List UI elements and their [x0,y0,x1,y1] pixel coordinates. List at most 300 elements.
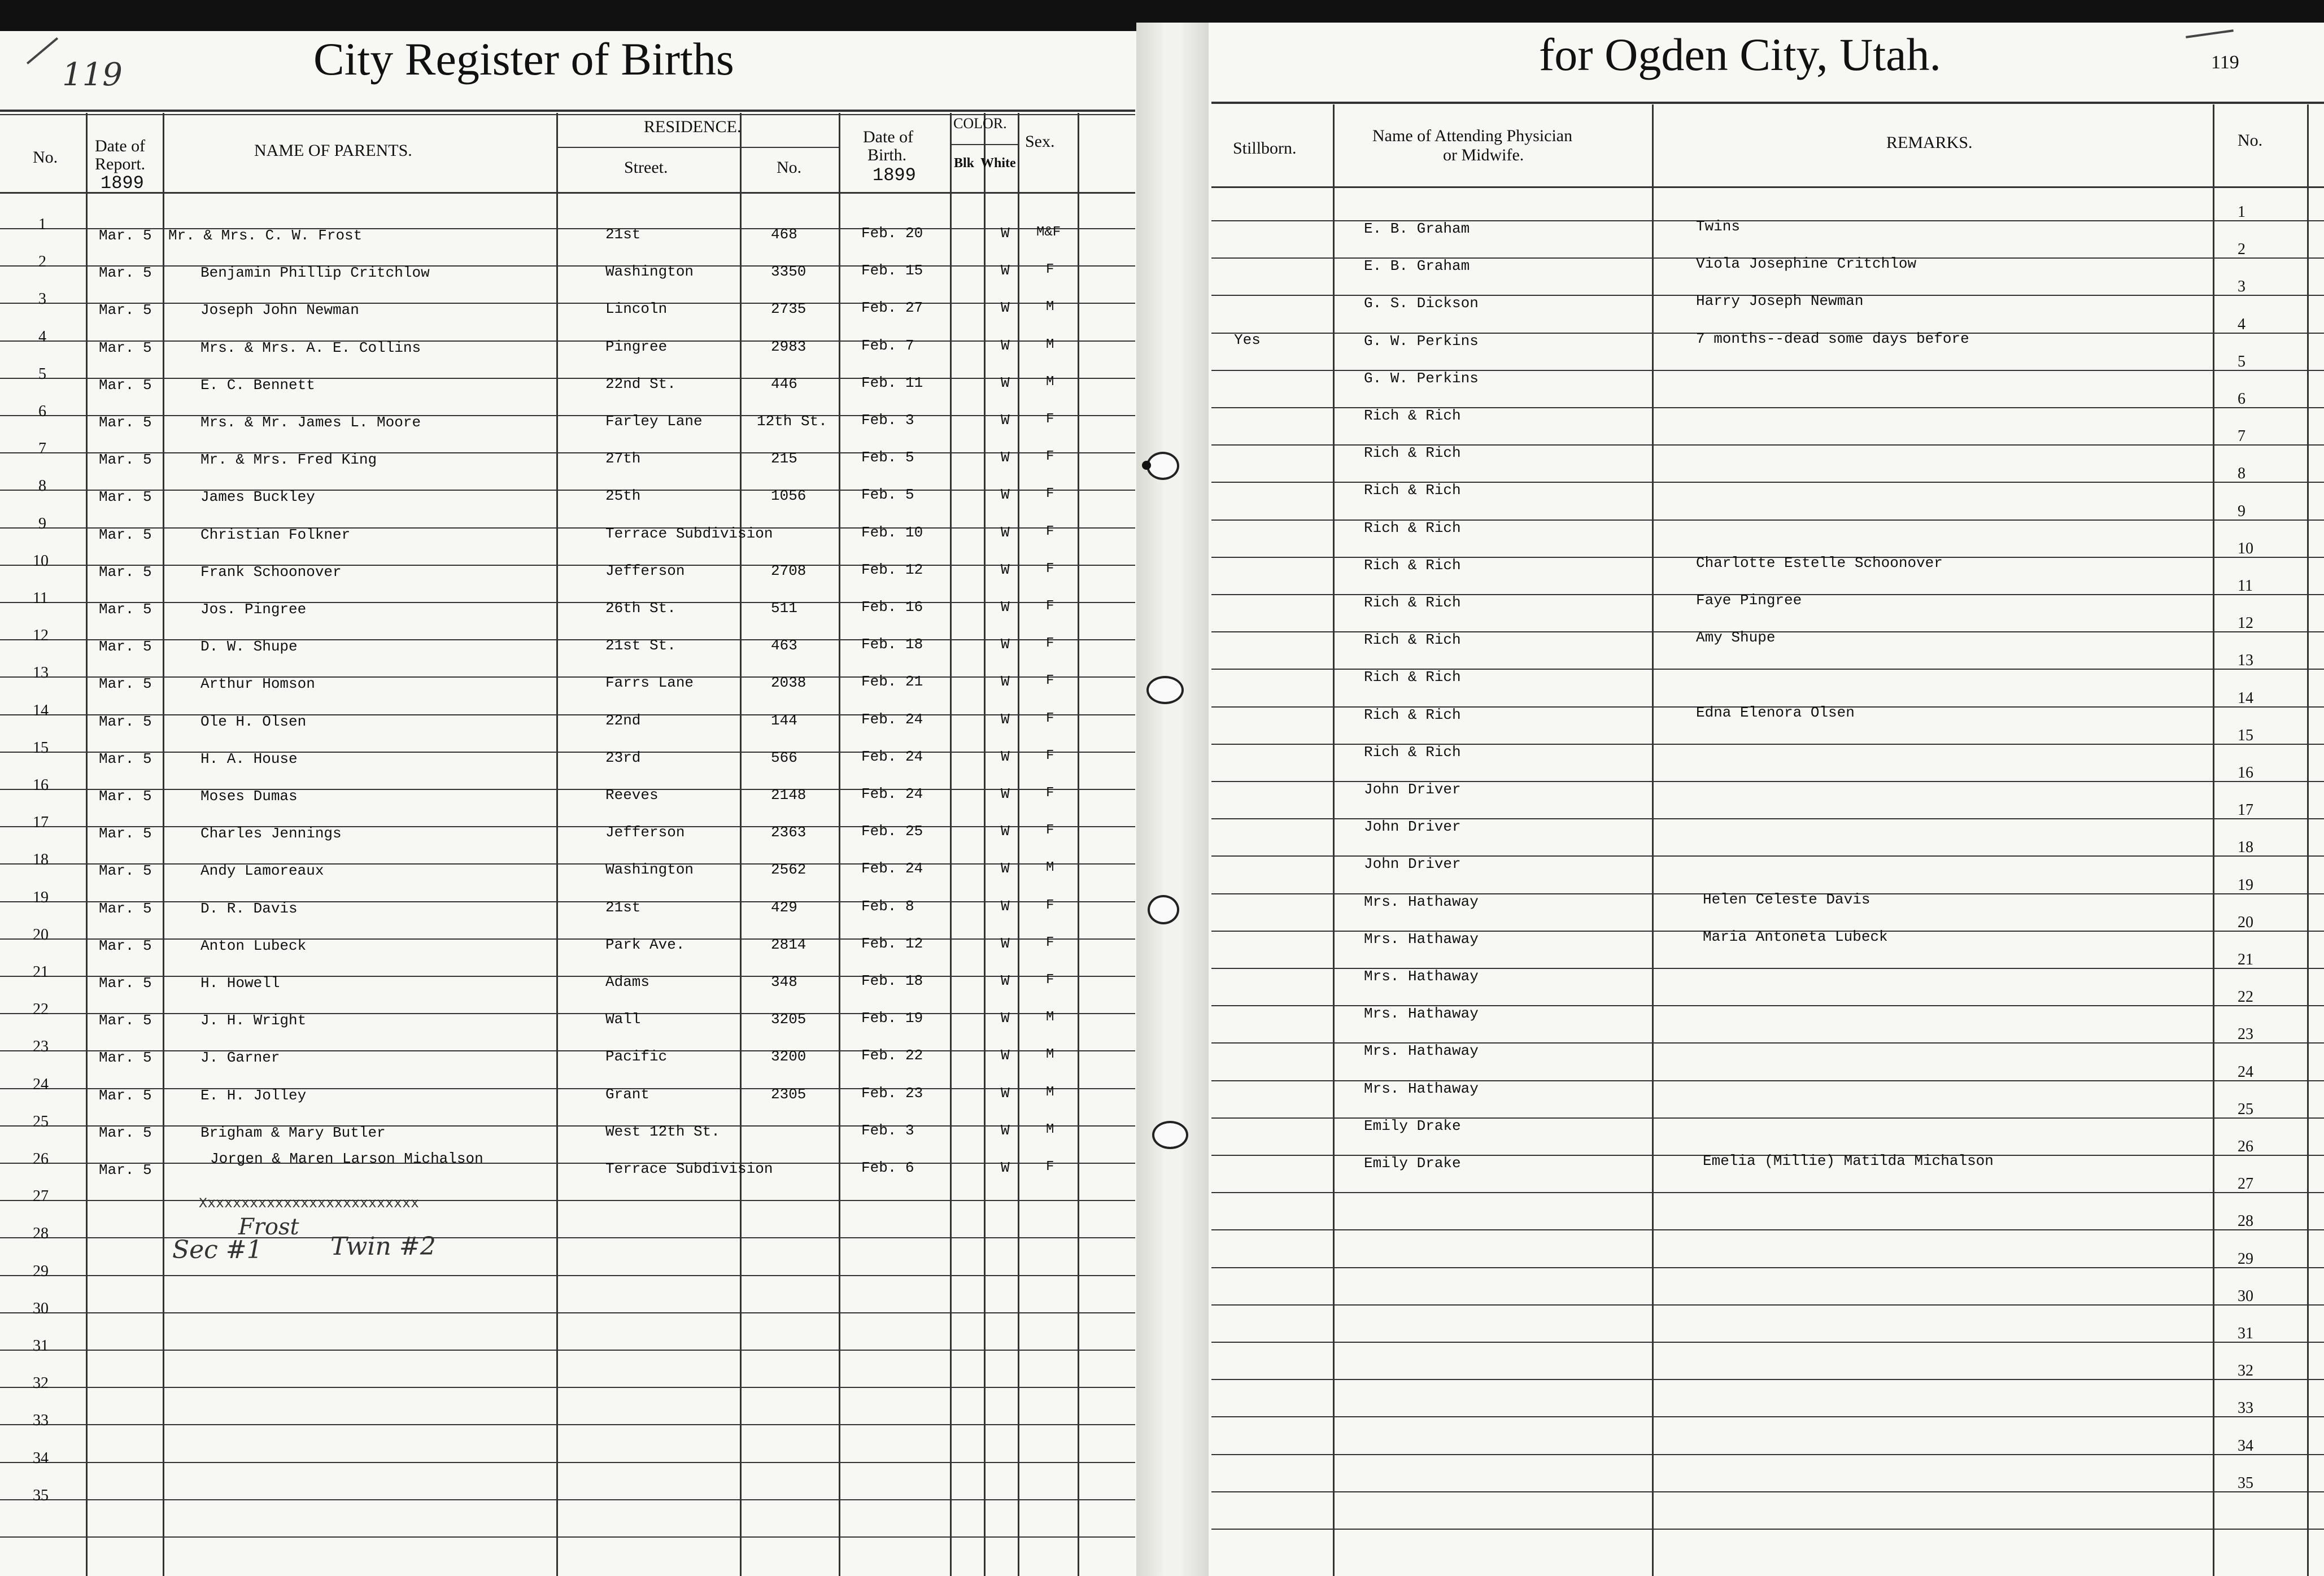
residence-street: Adams [605,973,650,990]
handwritten-sec: Sec #1 [172,1236,263,1264]
parents-name: Andy Lamoreaux [200,862,324,880]
row-number-left: 26 [33,1150,49,1168]
birth-date: Feb. 24 [861,785,923,802]
left-row-rule [0,1237,1135,1238]
color-white: W [1001,785,1010,802]
report-date: Mar. 5 [99,862,152,880]
residence-street: Grant [605,1085,650,1103]
residence-street: Park Ave. [605,936,685,953]
row-number-right: 21 [2238,951,2253,968]
residence-street: Jefferson [605,562,685,579]
color-white: W [1001,972,1010,989]
birth-date: Feb. 23 [861,1084,923,1102]
handwritten-frost: Frost [238,1214,299,1240]
sex: F [1046,710,1054,726]
residence-street: Farrs Lane [605,674,694,692]
birth-date: Feb. 27 [861,299,923,317]
left-column-rule [1018,113,1019,1576]
sex: M [1046,1121,1054,1137]
row-number-left: 30 [33,1299,49,1317]
parents-name: Christian Folkner [200,526,351,543]
right-row-rule [1211,1416,2324,1417]
row-number-left: 33 [33,1412,49,1430]
right-row-rule [1211,1454,2324,1455]
physician-name: Emily Drake [1364,1155,1461,1172]
sex: M [1046,374,1054,390]
physician-name: Rich & Rich [1364,594,1461,611]
right-edge-rule [2307,104,2309,1576]
report-date: Mar. 5 [99,1049,152,1067]
row-number-left: 4 [38,328,46,346]
header-color: COLOR. [953,115,1007,132]
header-report-year: 1899 [101,173,144,194]
color-white: W [1001,673,1010,691]
sex: F [1046,599,1054,614]
sex: M [1046,299,1054,315]
sex: F [1046,412,1054,427]
row-number-left: 31 [33,1337,49,1355]
physician-name: E. B. Graham [1364,257,1470,275]
residence-street: Washington [605,861,694,879]
residence-no: 2038 [771,674,806,692]
residence-street: Terrace Subdivision [605,1160,773,1177]
residence-street: Terrace Subdivision [605,525,773,542]
header-physician-1: Name of Attending Physician [1372,126,1573,145]
report-date: Mar. 5 [99,376,152,394]
left-row-rule [0,714,1135,715]
physician-name: Mrs. Hathaway [1364,930,1479,948]
parents-name: Mrs. & Mrs. A. E. Collins [200,339,421,356]
parents-name: Benjamin Phillip Critchlow [200,264,430,282]
right-header-bottom-rule [1211,186,2324,188]
residence-no: 3205 [771,1011,806,1028]
residence-street: 21st St. [605,637,676,654]
physician-name: John Driver [1364,855,1461,873]
left-page [0,31,1136,1576]
binder-hole-1 [1146,452,1179,480]
row-number-right: 24 [2238,1063,2253,1081]
row-number-right: 15 [2238,726,2253,744]
physician-name: Mrs. Hathaway [1364,968,1479,985]
left-row-rule [0,901,1135,902]
color-white: W [1001,823,1010,840]
color-white: W [1001,412,1010,429]
parents-name: E. C. Bennett [200,376,315,394]
register-title-right: for Ogden City, Utah. [1539,29,1942,80]
parents-name: H. A. House [200,750,298,767]
residence-street: Pacific [605,1048,668,1066]
row-number-right: 26 [2238,1138,2253,1155]
physician-name: G. W. Perkins [1364,369,1479,387]
left-column-rule [86,113,88,1576]
residence-street: Wall [605,1011,641,1028]
birth-date: Feb. 24 [861,860,923,878]
residence-no: 12th St. [757,413,827,430]
left-column-rule [950,113,952,1576]
left-row-rule [0,602,1135,603]
birth-date: Feb. 7 [861,337,914,354]
left-header-bottom-rule [0,192,1135,194]
left-row-rule [0,1536,1135,1538]
row-number-left: 5 [38,365,46,383]
remarks-text: Emelia (Millie) Matilda Michalson [1703,1152,1994,1169]
birth-date: Feb. 3 [861,1121,914,1139]
physician-name: Mrs. Hathaway [1364,1042,1479,1060]
row-number-left: 8 [38,477,46,495]
parents-name: E. H. Jolley [200,1086,307,1104]
physician-name: Rich & Rich [1364,669,1461,686]
left-row-rule [0,676,1135,678]
row-number-left: 12 [33,627,49,645]
birth-date: Feb. 19 [861,1010,923,1027]
parents-name: Frank Schoonover [200,563,342,580]
color-white: W [1001,337,1010,354]
header-street: Street. [624,158,668,177]
header-date-of-report-1: Date of [95,137,146,155]
row-number-left: 15 [33,739,49,757]
left-row-rule [0,1200,1135,1201]
physician-name: Rich & Rich [1364,407,1461,424]
struck-out-name: Xxxxxxxxxxxxxxxxxxxxxxxxxx [199,1195,420,1212]
residence-no: 463 [771,637,797,654]
sex: M [1046,860,1054,876]
row-number-right: 33 [2238,1399,2253,1417]
row-number-left: 9 [38,514,46,532]
row-number-right: 11 [2238,577,2253,595]
left-row-rule [0,1312,1135,1313]
right-row-rule [1211,1304,2324,1306]
row-number-left: 22 [33,1001,49,1019]
report-date: Mar. 5 [99,750,152,767]
birth-date: Feb. 15 [861,262,923,280]
row-number-right: 29 [2238,1250,2253,1268]
color-white: W [1001,1159,1010,1176]
parents-name: H. Howell [200,975,280,992]
row-number-right: 30 [2238,1287,2253,1305]
residence-street: 22nd [605,711,641,729]
residence-street: 21st [605,898,641,916]
row-number-right: 13 [2238,652,2253,670]
row-number-left: 34 [33,1449,49,1467]
sex: F [1046,262,1054,278]
remarks-text: Charlotte Estelle Schoonover [1696,554,1943,571]
header-residence: RESIDENCE. [644,117,742,136]
right-row-rule [1211,1267,2324,1268]
sex: F [1046,748,1054,763]
color-white: W [1001,1121,1010,1139]
row-number-left: 32 [33,1374,49,1392]
birth-date: Feb. 12 [861,935,923,952]
report-date: Mar. 5 [99,488,152,506]
sex: M [1046,337,1054,352]
row-number-left: 29 [33,1262,49,1280]
physician-name: Emily Drake [1364,1117,1461,1134]
residence-no: 2562 [771,861,806,879]
residence-street: Reeves [605,787,659,804]
sex: M&F [1036,225,1061,240]
residence-no: 1056 [771,487,806,505]
row-number-right: 2 [2238,241,2245,259]
header-blk: Blk [954,156,975,171]
row-number-left: 25 [33,1112,49,1130]
left-row-rule [0,452,1135,453]
header-no: No. [33,148,58,167]
row-number-left: 3 [38,290,46,308]
parents-name: Brigham & Mary Butler [200,1124,386,1141]
remarks-text: Twins [1696,218,1741,235]
report-date: Mar. 5 [99,601,152,618]
birth-date: Feb. 16 [861,599,923,615]
parents-name: Moses Dumas [200,788,298,805]
left-row-rule [0,826,1135,827]
row-number-right: 16 [2238,764,2253,782]
physician-name: Rich & Rich [1364,482,1461,499]
binder-hole-2 [1146,676,1184,704]
sex: F [1046,561,1054,577]
remarks-text: 7 months--dead some days before [1696,330,1969,347]
physician-name: Rich & Rich [1364,631,1461,649]
left-row-rule [0,415,1135,416]
report-date: Mar. 5 [99,675,152,693]
color-white: W [1001,1010,1010,1027]
parents-name: James Buckley [200,488,315,506]
birth-date: Feb. 5 [861,486,914,504]
header-remarks: REMARKS. [1886,133,1973,152]
report-date: Mar. 5 [99,563,152,580]
row-number-left: 2 [38,253,46,271]
row-number-right: 22 [2238,988,2253,1006]
residence-street: Lincoln [605,300,668,318]
physician-name: Rich & Rich [1364,444,1461,462]
color-white: W [1001,449,1010,466]
report-date: Mar. 5 [99,900,152,917]
birth-date: Feb. 8 [861,897,914,915]
birth-date: Feb. 22 [861,1047,923,1064]
header-date-of-report-2: Report. [95,155,146,173]
report-date: Mar. 5 [99,1086,152,1104]
left-column-rule [556,113,558,1576]
color-white: W [1001,599,1010,615]
report-date: Mar. 5 [99,713,152,730]
parents-name: Mr. & Mrs. C. W. Frost [168,227,363,244]
parents-name: Charles Jennings [200,825,342,842]
residence-street: 23rd [605,749,641,766]
remarks-text: Amy Shupe [1696,629,1776,647]
row-number-left: 17 [33,814,49,832]
left-row-rule [0,1163,1135,1164]
row-number-right: 12 [2238,614,2253,632]
birth-date: Feb. 24 [861,748,923,765]
physician-name: G. W. Perkins [1364,332,1479,350]
residence-no: 348 [771,973,797,990]
left-row-rule [0,976,1135,977]
row-number-right: 28 [2238,1212,2253,1230]
right-top-rule [1211,102,2324,104]
report-date: Mar. 5 [99,788,152,805]
header-physician-2: or Midwife. [1443,146,1524,164]
report-date: Mar. 5 [99,526,152,543]
parents-name: Jos. Pingree [200,601,307,618]
row-number-left: 23 [33,1038,49,1056]
color-white: W [1001,1084,1010,1102]
right-row-rule [1211,1529,2324,1530]
register-title-left: City Register of Births [313,33,734,85]
left-row-rule [0,490,1135,491]
residence-no: 215 [771,450,797,468]
residence-street: 26th St. [605,600,676,617]
residence-no: 3350 [771,263,806,281]
physician-name: Mrs. Hathaway [1364,1080,1479,1097]
remarks-text: Edna Elenora Olsen [1696,704,1855,721]
right-column-rule [2213,104,2214,1576]
row-number-right: 9 [2238,502,2245,520]
row-number-left: 27 [33,1188,49,1206]
row-number-right: 1 [2238,203,2245,221]
sex: F [1046,1159,1054,1175]
left-row-rule [0,752,1135,753]
header-date-of-birth-2: Birth. [867,146,907,164]
binder-hole-3 [1148,895,1179,924]
row-number-left: 14 [33,701,49,719]
color-white: W [1001,860,1010,878]
header-stillborn: Stillborn. [1233,139,1297,158]
row-number-right: 34 [2238,1437,2253,1455]
left-row-rule [0,1088,1135,1089]
row-number-right: 18 [2238,839,2253,857]
parents-name: Mrs. & Mr. James L. Moore [200,414,421,431]
row-number-right: 7 [2238,427,2245,446]
birth-date: Feb. 12 [861,561,923,578]
report-date: Mar. 5 [99,414,152,431]
parents-name: D. R. Davis [200,900,298,917]
residence-street: Pingree [605,338,668,355]
report-date: Mar. 5 [99,1012,152,1029]
residence-no: 429 [771,898,797,916]
row-number-left: 21 [33,963,49,981]
physician-name: John Driver [1364,818,1461,836]
parents-name: Mr. & Mrs. Fred King [200,451,377,469]
row-number-right: 25 [2238,1100,2253,1118]
left-column-rule [984,113,986,1576]
left-column-rule [163,113,164,1576]
remarks-text: Viola Josephine Critchlow [1696,255,1917,273]
report-date: Mar. 5 [99,937,152,954]
parents-name: Arthur Homson [200,675,315,693]
color-white: W [1001,486,1010,504]
right-row-rule [1211,1379,2324,1380]
parents-name: J. H. Wright [200,1012,307,1029]
color-white: W [1001,374,1010,391]
color-white: W [1001,935,1010,952]
residence-no: 566 [771,749,797,766]
report-date: Mar. 5 [99,825,152,842]
birth-date: Feb. 6 [861,1159,914,1176]
row-number-left: 7 [38,440,46,458]
left-row-rule [0,265,1135,267]
residence-street: 25th [605,487,641,505]
row-number-right: 17 [2238,801,2253,819]
physician-name: Rich & Rich [1364,706,1461,723]
sex: F [1046,972,1054,988]
row-number-left: 13 [33,664,49,682]
report-date: Mar. 5 [99,638,152,656]
residence-street: Jefferson [605,824,685,841]
remarks-text: Faye Pingree [1696,592,1802,609]
birth-date: Feb. 5 [861,449,914,466]
left-row-rule [0,565,1135,566]
birth-date: Feb. 18 [861,636,923,653]
remarks-text: Helen Celeste Davis [1703,890,1870,908]
left-row-rule [0,789,1135,790]
row-number-right: 14 [2238,689,2253,707]
parents-name: Anton Lubeck [200,937,307,954]
left-row-rule [0,1050,1135,1051]
residence-no: 2305 [771,1085,806,1103]
residence-street: 22nd St. [605,375,676,392]
residence-no: 511 [771,600,797,617]
left-row-rule [0,1013,1135,1014]
report-date: Mar. 5 [99,975,152,992]
parents-name: J. Garner [200,1049,280,1067]
header-sex: Sex. [1025,132,1055,151]
row-number-right: 19 [2238,876,2253,894]
left-column-rule [839,113,840,1576]
row-number-right: 27 [2238,1175,2253,1193]
sex: F [1046,785,1054,801]
row-number-right: 4 [2238,315,2245,333]
left-column-rule [1078,113,1079,1576]
row-number-right: 23 [2238,1025,2253,1044]
birth-date: Feb. 11 [861,374,923,391]
report-date: Mar. 5 [99,264,152,282]
row-number-right: 8 [2238,465,2245,483]
row-number-left: 1 [38,216,46,233]
report-date: Mar. 5 [99,302,152,319]
residence-no: 3200 [771,1048,806,1066]
report-date: Mar. 5 [99,1162,152,1178]
sex: F [1046,673,1054,689]
color-white: W [1001,1047,1010,1064]
physician-name: Rich & Rich [1364,556,1461,574]
row-number-left: 11 [33,590,48,607]
report-date: Mar. 5 [99,227,152,244]
residence-subheader-rule [556,147,839,148]
left-row-rule [0,378,1135,379]
row-number-left: 18 [33,851,49,869]
remarks-text: Maria Antoneta Lubeck [1703,928,1888,945]
remarks-text: Harry Joseph Newman [1696,293,1864,310]
color-white: W [1001,561,1010,578]
residence-no: 2983 [771,338,806,355]
sex: M [1046,1010,1054,1025]
binder-hole-shadow [1142,461,1151,470]
header-white: White [980,156,1016,171]
parents-name: D. W. Shupe [200,638,298,656]
physician-name: G. S. Dickson [1364,295,1479,312]
sex: M [1046,1047,1054,1063]
birth-date: Feb. 10 [861,523,923,541]
parents-name: Joseph John Newman [200,302,359,319]
row-number-left: 6 [38,403,46,420]
left-row-rule [0,1462,1135,1463]
left-row-rule [0,1387,1135,1388]
residence-no: 144 [771,711,797,729]
sex: F [1046,897,1054,913]
left-column-rule [740,113,742,1576]
residence-no: 2814 [771,936,806,953]
left-row-rule [0,527,1135,529]
right-row-rule [1211,1491,2324,1492]
